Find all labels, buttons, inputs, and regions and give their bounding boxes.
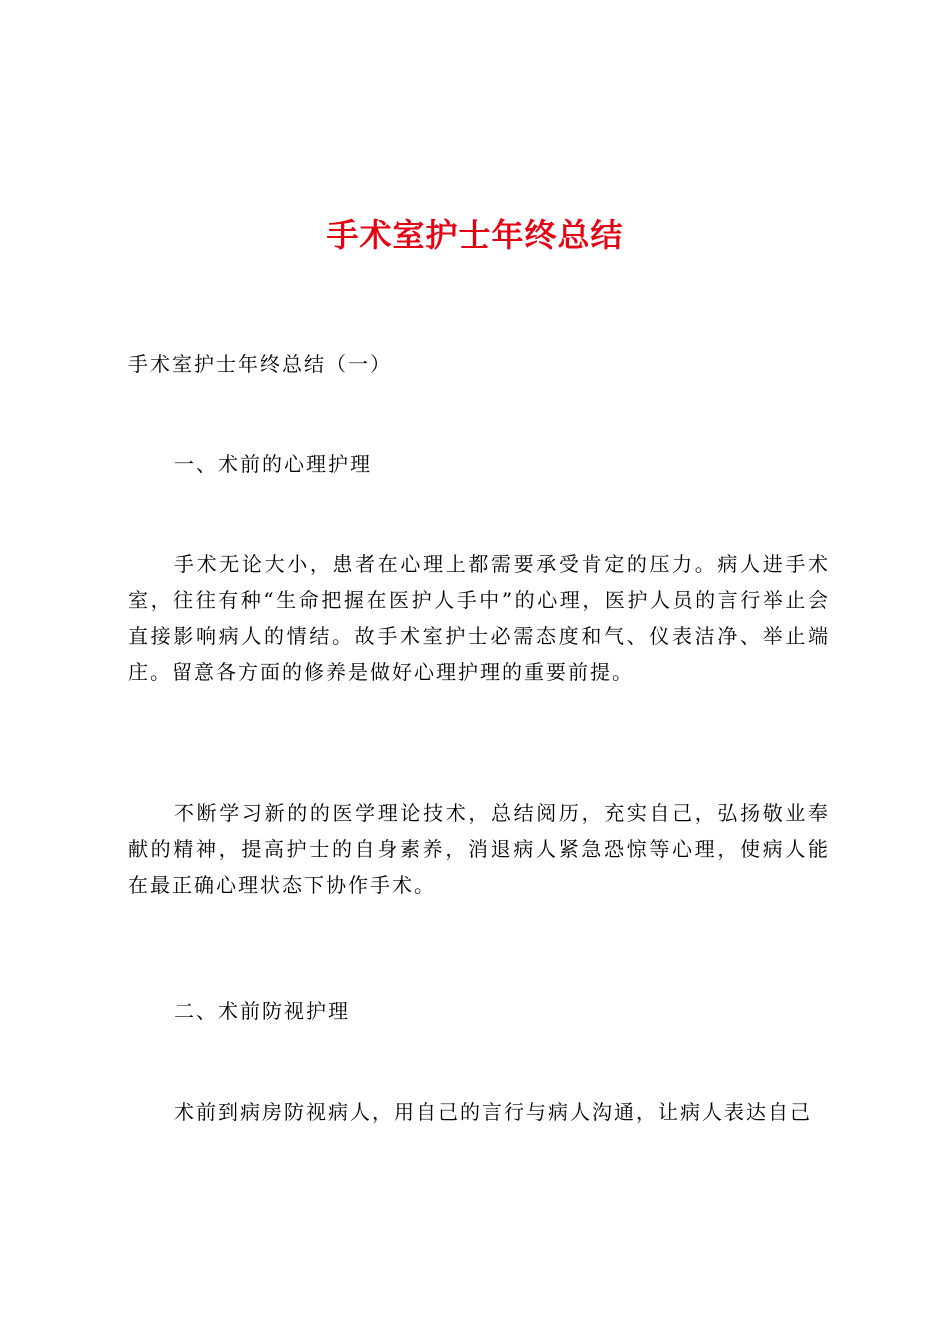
document-title: 手术室护士年终总结 — [326, 216, 624, 254]
section-1-paragraph-2: 不断学习新的的医学理论技术，总结阅历，充实自己，弘扬敬业奉献的精神，提高护士的自身素养，消退病人紧急恐惊等心理，使病人能在最正确心理状态下协作手术。 — [128, 801, 830, 897]
section-heading-2: 二、术前防视护理 — [174, 999, 350, 1023]
section-heading-1: 一、术前的心理护理 — [174, 452, 372, 476]
section-2-paragraph-1: 术前到病房防视病人，用自己的言行与病人沟通，让病人表达自己 — [174, 1100, 812, 1124]
document-subtitle: 手术室护士年终总结（一） — [128, 352, 392, 376]
section-1-paragraph-1: 手术无论大小，患者在心理上都需要承受肯定的压力。病人进手术室，往往有种“生命把握在医护人手中”的心理，医护人员的言行举止会直接影响病人的情结。故手术室护士必需态度和气、仪表洁净、举止端庄。留意各方面的修养是做好心理护理的重要前提。 — [128, 552, 830, 684]
